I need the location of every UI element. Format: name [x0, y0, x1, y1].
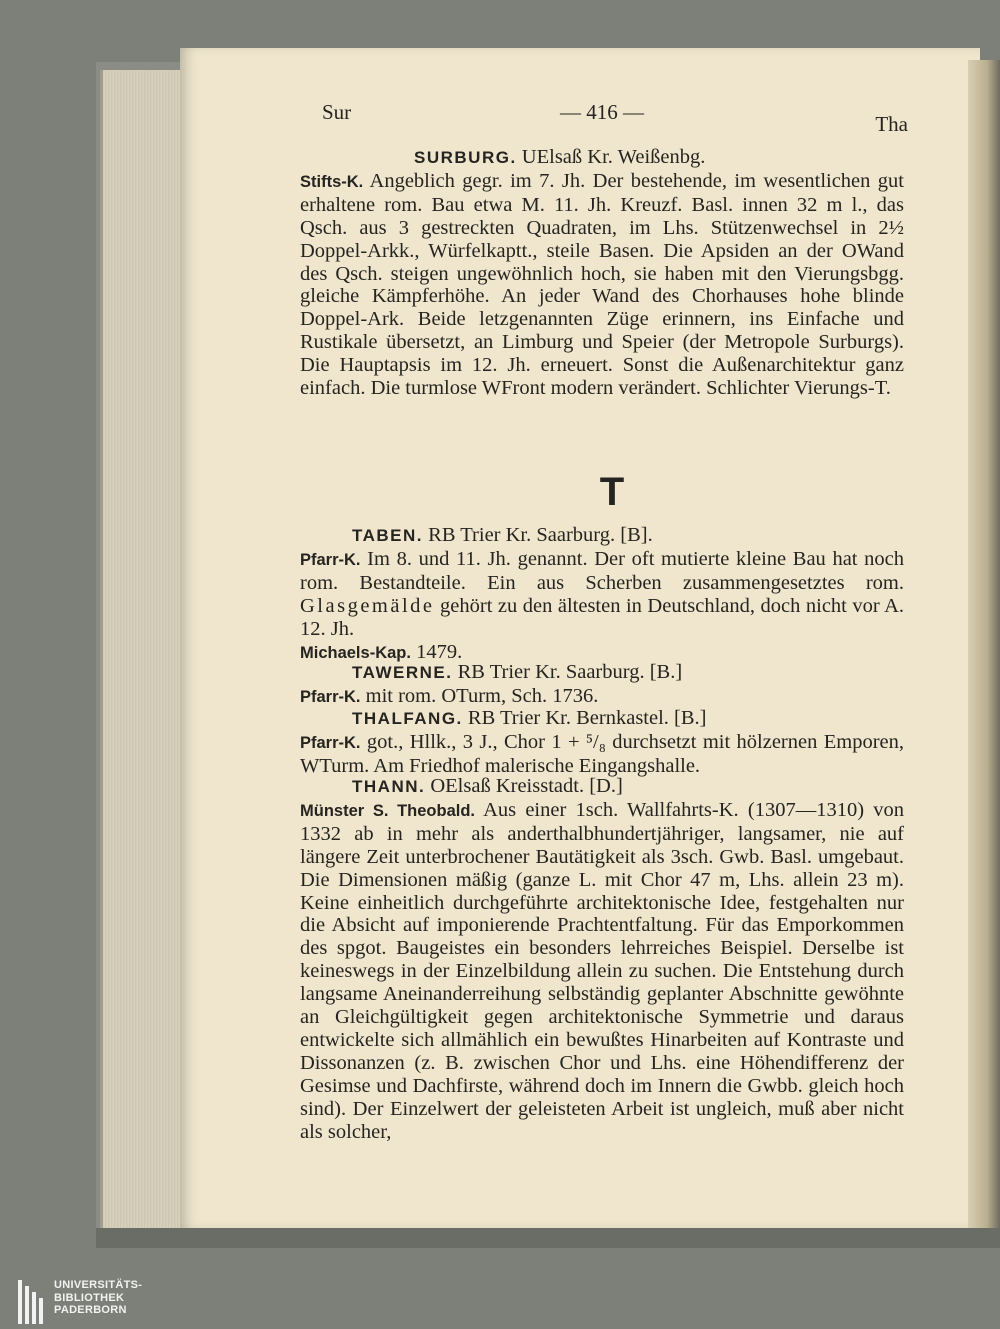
- entry-location: UElsaß Kr. Weißenbg.: [516, 146, 706, 168]
- entry-headword: THANN.: [352, 777, 426, 796]
- running-head-right: Tha: [875, 112, 908, 136]
- running-head: [322, 100, 908, 136]
- entry-thalfang: [300, 707, 904, 778]
- entry-thann: [300, 775, 904, 1144]
- entry-body: 1479.: [410, 640, 463, 663]
- entry-subheading: Michaels-Kap.: [300, 643, 411, 662]
- entry-subheading: Stifts-K.: [300, 172, 364, 191]
- entry-headword: THALFANG.: [352, 709, 463, 728]
- entry-tawerne: [300, 661, 904, 709]
- entry-location: RB Trier Kr. Saarburg. [B].: [423, 524, 653, 546]
- entry-subheading: Pfarr-K.: [300, 733, 361, 752]
- page-stack-edge: [100, 70, 188, 1230]
- library-logo-text: UNIVERSITÄTS- BIBLIOTHEK PADERBORN: [54, 1279, 143, 1316]
- entry-body: Aus einer 1sch. Wallfahrts-K. (1307—1310) von 1332 ab in mehr als anderthalbhundertjähriger, langsamer, nie auf längere Zeit unterbrochener Bautätigkeit als 3sch. Gwb. Basl. umgebaut. Die Dimensionen mäßig (ganze L. mit Chor 47 m, Lhs. allein 23 m). Keine einheitlich durchgeführte architektonische Idee, festgehalten nur die Absicht auf imponierende Prachtentfaltung. Für das Emporkommen des spgot. Baugeistes ein besonders lehrreiches Beispiel. Derselbe ist keineswegs in der Einzelbildung allein zu suchen. Die Entstehung durch langsame Aneinanderreihung selbständig geplanter Abschnitte gewöhnte an Gleichgültigkeit gegen architektonische Symmetrie und daraus entwickelte sich allmählich ein bewußtes Hinarbeiten auf Kontraste und Dissonanzen (z. B. zwischen Chor und Lhs. eine Höhendifferenz der Gesimse und Dachfirste, während doch im Innern die Gwbb. gleich hoch sind). Der Einzelwert der geleisteten Arbeit ist ungleich, muß aber nicht als solcher,: [300, 798, 904, 1143]
- entry-surburg: [300, 146, 904, 400]
- book-bottom-edge: [96, 1228, 1000, 1248]
- entry-body: got., Hllk., 3 J., Chor 1 + ⁵/₈ durchsetzt mit hölzernen Emporen, WTurm. Am Friedhof malerische Eingangshalle.: [300, 730, 904, 777]
- entry-body: Im 8. und 11. Jh. genannt. Der oft mutierte kleine Bau hat noch rom. Bestandteile. Ein aus Scherben zusammengesetztes rom.: [300, 547, 904, 594]
- entry-headword: TAWERNE.: [352, 663, 453, 682]
- entry-spaced-term: Glasgemälde: [300, 594, 435, 617]
- entry-body: Angeblich gegr. im 7. Jh. Der bestehende, im wesentlichen gut erhaltene rom. Bau etwa M. 11. Jh. Kreuzf. Basl. innen 32 m l., das Qsch. aus 3 gestreckten Quadraten, im Lhs. Stützenwechsel in 2½ Doppel-Arkk., Würfelkaptt., steile Basen. Die Apsiden an der OWand des Qsch. steigen ungewöhnlich hoch, sie haben mit den Vierungsbgg. gleiche Kämpferhöhe. An jeder Wand des Chorhauses hohe blinde Doppel-Ark. Beide letzgenannten Züge erinnern, ins Einfache und Rustikale übersetzt, an Limburg und Speier (der Metropole Surburgs). Die Hauptapsis im 12. Jh. erneuert. Sonst die Außenarchitektur ganz einfach. Die turmlose WFront modern verändert. Schlichter Vierungs-T.: [300, 169, 904, 400]
- entry-subheading: Münster S. Theobald.: [300, 801, 476, 820]
- page-gutter: [968, 60, 1000, 1230]
- entry-body: gehört zu den ältesten in Deutschland, doch nicht vor A. 12. Jh.: [300, 594, 904, 640]
- entry-location: RB Trier Kr. Bernkastel. [B.]: [462, 707, 707, 729]
- entry-subheading: Pfarr-K.: [300, 687, 361, 706]
- entry-headword: TABEN.: [352, 526, 424, 545]
- entry-location: OElsaß Kreisstadt. [D.]: [425, 775, 623, 797]
- section-letter: T: [599, 470, 625, 514]
- entry-location: RB Trier Kr. Saarburg. [B.]: [452, 661, 683, 683]
- entry-subheading: Pfarr-K.: [300, 550, 361, 569]
- entry-taben: [300, 524, 904, 664]
- page-number: — 416 —: [560, 100, 644, 124]
- entry-headword: SURBURG.: [414, 148, 517, 167]
- library-logo-icon: [18, 1280, 48, 1324]
- entry-body: mit rom. OTurm, Sch. 1736.: [360, 684, 599, 707]
- running-head-left: Sur: [322, 100, 352, 124]
